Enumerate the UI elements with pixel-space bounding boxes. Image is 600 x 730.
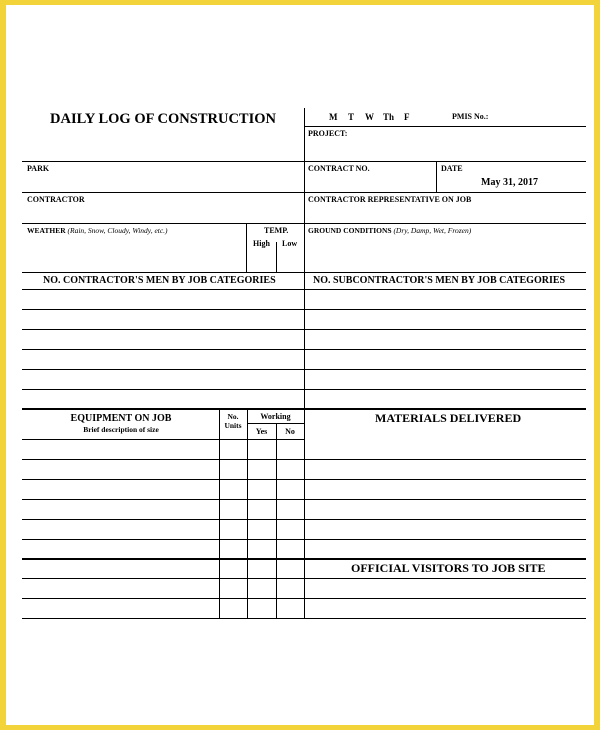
- working-col-divider: [247, 409, 248, 619]
- weather-label: WEATHER: [27, 226, 66, 235]
- equipment-row-line: [22, 598, 586, 599]
- equipment-row-line: [22, 439, 304, 440]
- line-project-top: [304, 126, 586, 127]
- equipment-row-line: [22, 499, 586, 500]
- temp-high-low-divider: [276, 242, 277, 272]
- daily-log-form: [6, 5, 594, 725]
- working-yes-heading: Yes: [255, 427, 268, 436]
- line-equipment-top: [22, 408, 586, 410]
- equipment-row-line: [22, 519, 586, 520]
- temp-label: TEMP.: [264, 226, 289, 235]
- men-row-line: [22, 349, 586, 350]
- equipment-row-line: [22, 558, 586, 560]
- yes-no-col-divider: [276, 423, 277, 619]
- ground-field: [308, 226, 471, 235]
- working-heading: Working: [260, 412, 291, 421]
- contract-no-label: CONTRACT NO.: [308, 164, 370, 173]
- line-men-top: [22, 272, 586, 273]
- contractor-men-heading: NO. CONTRACTOR'S MEN BY JOB CATEGORIES: [43, 275, 276, 286]
- line-contractor-top: [22, 192, 586, 193]
- line-weather-top: [22, 223, 586, 224]
- park-label: PARK: [27, 164, 50, 173]
- equipment-row-line: [22, 618, 586, 619]
- weather-hint: (Rain, Snow, Cloudy, Windy, etc.): [67, 226, 168, 235]
- men-row-line: [22, 309, 586, 310]
- working-no-heading: No: [285, 427, 295, 436]
- equipment-row-line: [22, 539, 586, 540]
- subcontractor-men-heading: NO. SUBCONTRACTOR'S MEN BY JOB CATEGORIES: [313, 275, 566, 286]
- date-divider: [436, 161, 437, 192]
- weather-field: [27, 226, 168, 235]
- equipment-subheading: Brief description of size: [83, 425, 159, 434]
- day-wednesday[interactable]: W: [365, 112, 374, 122]
- contractor-rep-label: CONTRACTOR REPRESENTATIVE ON JOB: [308, 195, 472, 204]
- no-units-heading-2: Units: [224, 421, 242, 430]
- pmis-label: PMIS No.:: [452, 112, 489, 121]
- men-row-line: [22, 389, 586, 390]
- equipment-row-line: [22, 578, 586, 579]
- visitors-heading: OFFICIAL VISITORS TO JOB SITE: [351, 561, 546, 575]
- project-label: PROJECT:: [308, 129, 348, 138]
- contractor-label: CONTRACTOR: [27, 195, 85, 204]
- day-friday[interactable]: F: [404, 112, 410, 122]
- line-park-top: [22, 161, 586, 162]
- equipment-heading: EQUIPMENT ON JOB: [70, 413, 172, 424]
- ground-hint: (Dry, Damp, Wet, Frozen): [393, 226, 472, 235]
- equipment-row-line: [22, 479, 586, 480]
- temp-high-label: High: [253, 239, 270, 248]
- men-row-line: [22, 289, 586, 290]
- day-thursday[interactable]: Th: [383, 112, 395, 122]
- units-col-divider: [219, 409, 220, 619]
- ground-label: GROUND CONDITIONS: [308, 226, 392, 235]
- materials-heading: MATERIALS DELIVERED: [375, 411, 522, 425]
- men-row-line: [22, 369, 586, 370]
- center-divider: [304, 108, 305, 619]
- temp-divider: [246, 223, 247, 272]
- temp-low-label: Low: [282, 239, 298, 248]
- no-units-heading-1: No.: [227, 412, 239, 421]
- date-value[interactable]: May 31, 2017: [481, 177, 538, 188]
- form-title: DAILY LOG OF CONSTRUCTION: [50, 111, 276, 127]
- men-row-line: [22, 329, 586, 330]
- day-tuesday[interactable]: T: [348, 112, 355, 122]
- day-monday[interactable]: M: [329, 112, 338, 122]
- equipment-row-line: [22, 459, 586, 460]
- date-label: DATE: [441, 164, 463, 173]
